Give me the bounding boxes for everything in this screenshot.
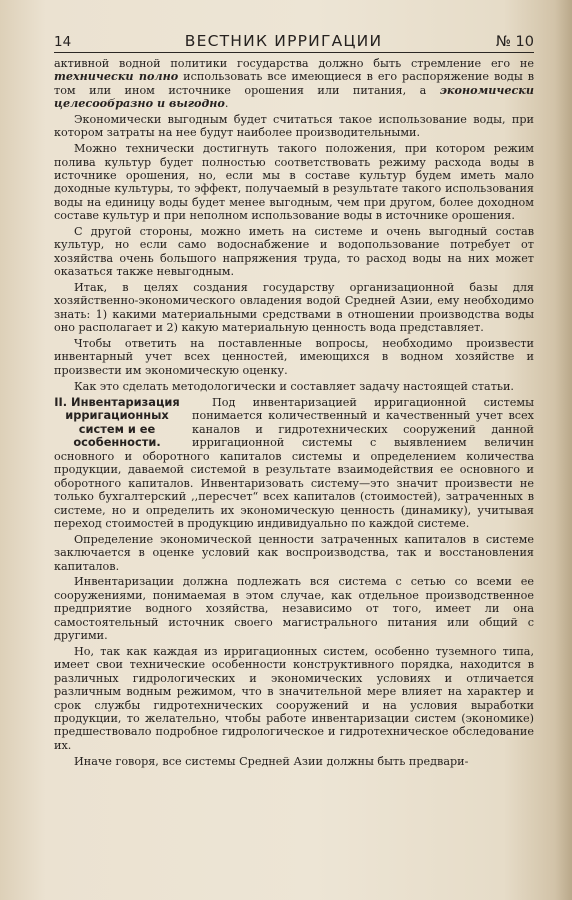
section-ii [54,396,534,531]
emphasis: экономически целесообразно и выгодно [54,82,534,111]
paragraph: Чтобы ответить на поставленные вопросы, необходимо произвести инвентарный учет всех ценностей, имеющихся в водном хозяйстве и произвести им экономическую оценку. [54,337,534,377]
paragraph: Как это сделать методологически и составляет задачу настоящей статьи. [74,379,514,393]
paragraph: Экономически выгодным будет считаться такое использование воды, при котором затраты на нее будут наиболее производительными. [54,113,534,140]
issue-number: № 10 [495,34,534,50]
paragraph: Можно технически достигнуть такого положения, при котором режим полива культур будет полностью соответствовать режиму расхода воды в источнике орошения, но, если мы в составе культур будем иметь мало доходные культуры, то эффект, получаемый в результате такого использования воды на единицу воды будет менее выгодным, чем при другом, более доходном составе культур и при неполном использование воды в источнике орошения. [54,142,534,223]
paragraph: Иначе говоря, все системы Средней Азии должны быть предвари- [74,754,469,768]
paragraph: Но, так как каждая из ирригационных систем, особенно туземного типа, имеет свои технические особенности конструктивного порядка, находится в различных гидрологических и экономических условиях и отличается различным водным режимом, что в значительной мере влияет на характер и срок службы гидротехнических сооружений и на условия выработки продукции, то желательно, чтобы работе инвентаризации систем (экономике) предшествовало подробное гидрологическое и гидротехническое обследование их. [54,644,534,752]
paragraph: активной водной политики государства должно быть стремление его не технически полно использовать все имеющиеся в его распоряжение воды в том или ином источнике орошения или питания, а экономически целесообразно и выгодно. [54,57,534,111]
paragraph: С другой стороны, можно иметь на системе и очень выгодный состав культур, но если само водоснабжение и водопользование потребует от хозяйства очень большого напряжения труда, то расход воды на них может оказаться также невыгодным. [54,225,534,279]
page-number: 14 [54,34,72,50]
paragraph: Определение экономической ценности затраченных капиталов в системе заключается в оценке условий как воспроизводства, так и восстановления капиталов. [54,532,534,573]
emphasis: технически полно [54,69,179,84]
running-header [54,32,534,53]
paragraph: Итак, в целях создания государству организационной базы для хозяйственно-экономического овладения водой Средней Азии, ему необходимо знать: 1) какими материальными средствами в отношении производства воды оно располагает и 2) какую материальную ценность вода представляет. [54,281,534,335]
section-heading: II. Инвентаризация ирригационных систем и ее особенности. [54,395,180,450]
paragraph: Под инвентаризацией ирригационной системы понимается количественный и качественный учет всех каналов и гидротехнических сооружений данной ирригационной системы с выявлением величин основного и оборотного капиталов системы и определением количества продукции, даваемой системой в результате взаимодействия ее основного и оборотного капиталов. Инвентаризовать систему—это значит произвести не только бухгалтерский ,,пересчет“ всех капиталов (стоимостей), затраченных в системе, но и определить их экономическую ценность (динамику), учитывая переход стоимостей в продукцию индивидуально по каждой системе. [54,396,534,531]
journal-title: ВЕСТНИК ИРРИГАЦИИ [184,32,383,50]
body-text [54,57,534,768]
paragraph: Инвентаризации должна подлежать вся система с сетью со всеми ее сооружениями, понимаемая в этом случае, как отдельное производственное предприятие водного хозяйства, независимо от того, имеет ли она самостоятельный источник своего магистрального питания или общий с другими. [54,575,534,643]
